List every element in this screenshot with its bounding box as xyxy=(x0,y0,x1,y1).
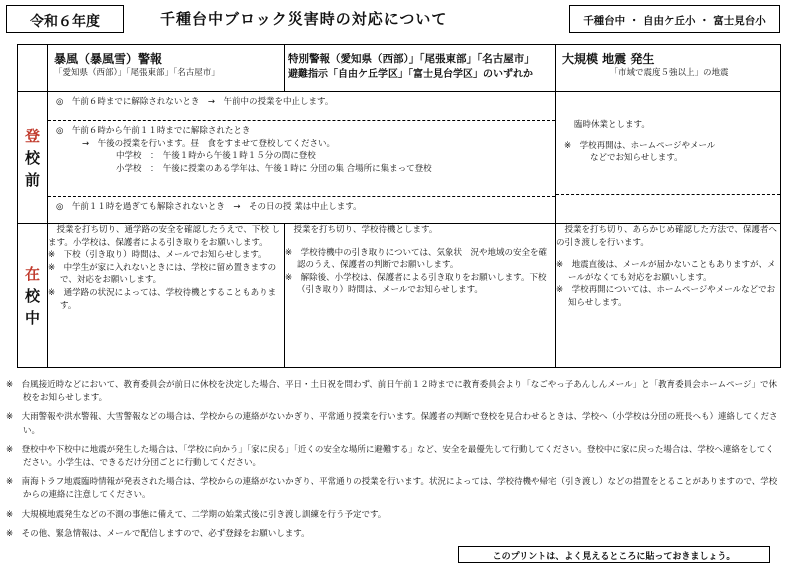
table-header-row xyxy=(18,45,781,92)
during-special-text-1: 授業を打ち切り、学校待機とします。 xyxy=(285,225,438,235)
before-text-1: ◎ 午前６時までに解除されないとき → 午前中の授業を中止します。 xyxy=(56,97,334,107)
before-char-2: 校 xyxy=(24,148,40,167)
notice-box xyxy=(458,546,770,563)
before-storm-special-cell xyxy=(48,92,556,224)
before-section-1 xyxy=(48,92,555,121)
during-storm-text-3: ※ 中学生が家に入れないときには、学校に留め置きますので、対応をお願いします。 xyxy=(48,262,277,286)
storm-subtitle: 「愛知県（西部）」「尾張東部」「名古屋市」 xyxy=(54,68,220,78)
before-text-2: ◎ 午前６時から午前１１時までに解除されたとき xyxy=(56,126,251,136)
quake-subtitle: 「市域で震度５強以上」の地震 xyxy=(609,68,729,78)
corner-cell xyxy=(18,45,48,92)
note-commute-quake: ※ 登校中や下校中に地震が発生した場合は、「学校に向かう」「家に戻る」「近くの安全な場所に避難する」など、安全を最優先して行動してください。登校中に家に戻った場合は、学校へ連絡をしてください。小学生は、できるだけ分団ごとに行動してください。 xyxy=(6,444,774,469)
during-storm-cell xyxy=(48,224,285,368)
note-drill: ※ 大規模地震発生などの不測の事態に備えて、二学期の始業式後に引き渡し訓練を行う予定です。 xyxy=(6,509,387,520)
storm-title: 暴風（暴風雪）警報 xyxy=(54,52,163,66)
during-quake-text-1: 授業を打ち切り、あらかじめ確認した方法で、保護者へ の引き渡しを行います。 xyxy=(556,225,777,248)
before-text-5: 小学校 ： 午後に授業のある学年は、午後１時に 分団の集 合場所に集まって登校 xyxy=(116,163,432,174)
year-label: 令和６年度 xyxy=(30,14,100,30)
during-char-1: 在 xyxy=(24,264,40,283)
before-section-3 xyxy=(48,197,555,218)
schools-box xyxy=(569,5,780,33)
note-nankai-trough: ※ 南海トラフ地震臨時情報が発表された場合は、学校からの連絡がないかぎり、平常通りの授業を行います。状況によっては、学校待機や帰宅（引き渡し）などの措置をとることがありますので、学校からの連絡に注意してください。 xyxy=(6,477,778,501)
special-title: 特別警報（愛知県（西部）」「尾張東部」「名古屋市」 xyxy=(288,53,535,65)
before-quake-cell xyxy=(556,92,781,224)
during-special-text-2: ※ 学校待機中の引き取りについては、気象状 況や地域の安全を確認のうえ、保護者の判断でお願いします。 xyxy=(285,247,547,271)
before-text-3: → 午後の授業を行います。昼 食をすませて登校してください。 xyxy=(82,138,335,149)
before-school-label xyxy=(18,92,48,224)
during-special-cell xyxy=(285,224,556,368)
schools-label: 千種台中 ・ 自由ケ丘小 ・ 富士見台小 xyxy=(583,15,766,27)
col-header-storm xyxy=(48,45,285,92)
notes-list xyxy=(6,379,780,541)
before-text-6: ◎ 午前１１時を過ぎても解除されないとき → その日の授 業は中止します。 xyxy=(56,202,362,212)
col-header-special xyxy=(285,45,556,92)
response-table xyxy=(17,44,781,368)
during-quake-text-2: ※ 地震直後は、メールが届かないこともありますが、メールがなくても対応をお願いします。 xyxy=(556,260,776,283)
during-school-row xyxy=(18,224,781,368)
col-header-quake xyxy=(556,45,781,92)
before-char-1: 登 xyxy=(24,126,40,145)
page-title: 千種台中ブロック災害時の対応について xyxy=(160,10,448,28)
during-char-2: 校 xyxy=(24,286,40,305)
quake-closure-text: 臨時休業とします。 xyxy=(574,120,650,130)
during-char-3: 中 xyxy=(24,308,40,327)
quake-reopen-text: ※ 学校再開は、ホームページやメール xyxy=(564,140,716,151)
before-text-4: 中学校 ： 午後１時から午後１時１５分の間に登校 xyxy=(116,151,316,162)
quake-reopen-text-2: などでお知らせします。 xyxy=(590,153,683,164)
before-section-2 xyxy=(48,121,555,197)
note-email: ※ その他、緊急情報は、メールで配信しますので、必ず登録をお願いします。 xyxy=(6,528,310,539)
during-quake-text-3: ※ 学校再開については、ホームページやメールなどでお知らせします。 xyxy=(556,285,776,308)
during-storm-text-2: ※ 下校（引き取り）時間は、メールでお知らせします。 xyxy=(48,250,267,261)
before-school-row xyxy=(18,92,781,224)
notice-text: このプリントは、よく見えるところに貼っておきましょう。 xyxy=(492,552,736,562)
note-heavy-rain: ※ 大雨警報や洪水警報、大雪警報などの場合は、学校からの連絡がないかぎり、平常通り授業を行います。保護者の判断で登校を見合わせるときは、学校へ（小学校は分団の班長へも）連絡してください。 xyxy=(6,412,778,436)
during-school-label xyxy=(18,224,48,368)
before-quake-section xyxy=(556,92,780,195)
during-storm-text-1: 授業を打ち切り、通学路の安全を確認したうえで、下校 します。小学校は、保護者による引き取りをお願いします。 xyxy=(48,225,281,248)
during-special-text-3: ※ 解除後、小学校は、保護者による引き取りをお願いします。下校（引き取り）時間は、メールでお知らせします。 xyxy=(285,272,547,296)
during-storm-text-4: ※ 通学路の状況によっては、学校待機とすることもあります。 xyxy=(48,287,277,311)
note-typhoon: ※ 台風接近時などにおいて、教育委員会が前日に休校を決定した場合、平日・土日祝を問わず、前日午前１２時までに教育委員会より「なごやっ子あんしんメール」と「教育委員会ホームページ」で休校をお知らせします。 xyxy=(6,380,777,404)
quake-title: 大規模 地震 発生 xyxy=(562,52,655,66)
before-char-3: 前 xyxy=(24,170,40,189)
year-box xyxy=(6,5,124,33)
special-title-line2: 避難指示「自由ケ丘学区」「富士見台学区」のいずれか xyxy=(288,69,533,80)
during-quake-cell xyxy=(556,224,781,368)
